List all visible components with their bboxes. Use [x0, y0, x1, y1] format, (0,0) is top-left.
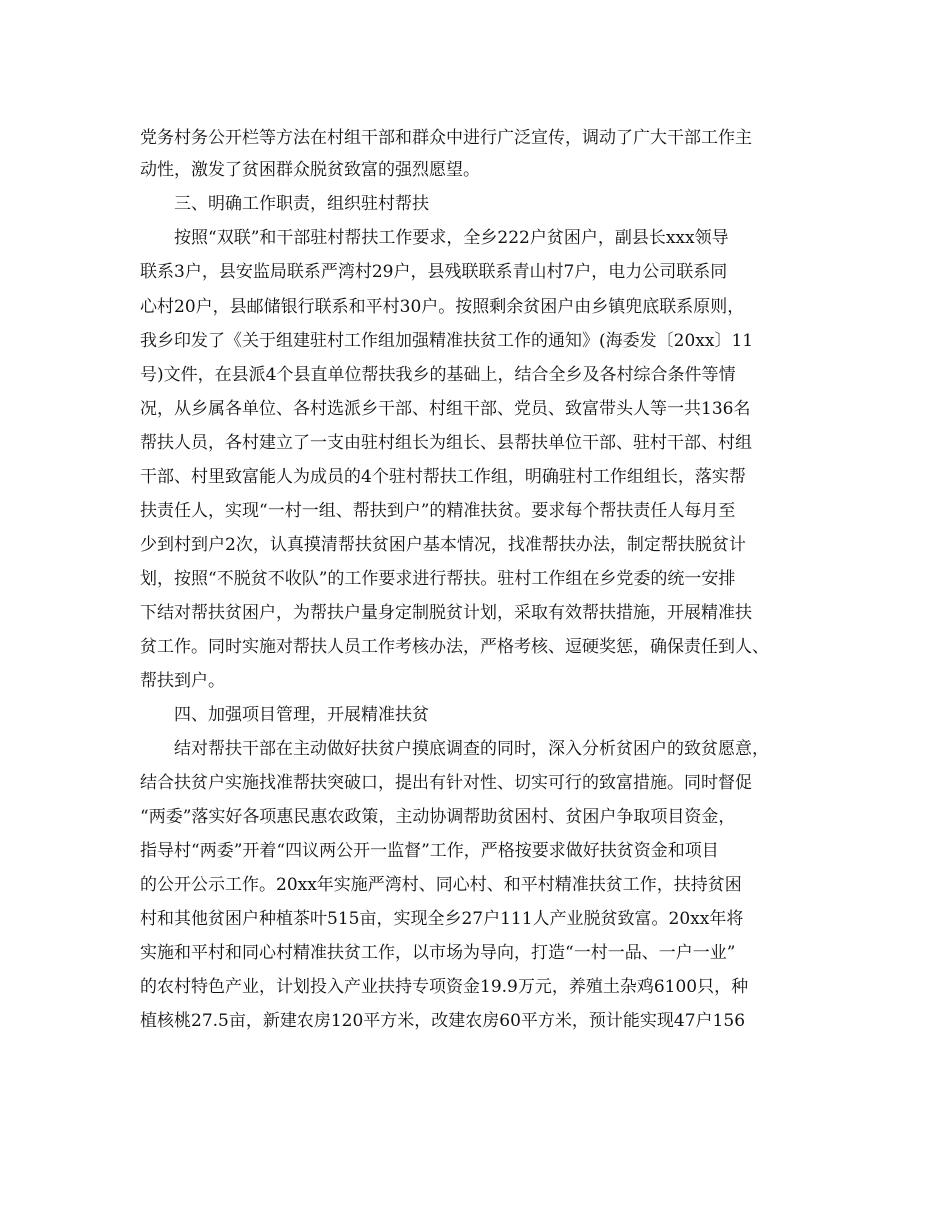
- text-line: 帮扶人员，各村建立了一支由驻村组长为组长、县帮扶单位干部、驻村干部、村组: [140, 433, 752, 453]
- text-line: 扶责任人，实现“一村一组、帮扶到户”的精准扶贫。要求每个帮扶责任人每月至: [140, 501, 736, 521]
- text-line: 划，按照“不脱贫不收队”的工作要求进行帮扶。驻村工作组在乡党委的统一安排: [140, 569, 736, 589]
- text-line: 植核桃27.5亩，新建农房120平方米，改建农房60平方米，预计能实现47户156: [140, 1011, 746, 1031]
- text-line: 党务村务公开栏等方法在村组干部和群众中进行广泛宣传，调动了广大干部工作主: [140, 128, 752, 148]
- text-line: 心村20户，县邮储银行联系和平村30户。按照剩余贫困户由乡镇兜底联系原则，: [140, 297, 745, 317]
- text-line: 干部、村里致富能人为成员的4个驻村帮扶工作组，明确驻村工作组组长，落实帮: [140, 467, 746, 487]
- text-line: “两委”落实好各项惠民惠农政策，主动协调帮助贫困村、贫困户争取项目资金，: [140, 807, 736, 827]
- text-line: 帮扶到户。: [140, 671, 225, 691]
- text-line: 贫工作。同时实施对帮扶人员工作考核办法，严格考核、逗硬奖惩，确保责任到人、: [140, 637, 769, 657]
- text-line: 的公开公示工作。20xx年实施严湾村、同心村、和平村精准扶贫工作，扶持贫困: [140, 875, 742, 895]
- text-line: 号)文件，在县派4个县直单位帮扶我乡的基础上，结合全乡及各村综合条件等情: [140, 365, 736, 385]
- text-line: 我乡印发了《关于组建驻村工作组加强精准扶贫工作的通知》(海委发〔20xx〕11: [140, 331, 754, 351]
- text-line: 动性，激发了贫困群众脱贫致富的强烈愿望。: [140, 160, 480, 180]
- text-line: 的农村特色产业，计划投入产业扶持专项资金19.9万元，养殖土杂鸡6100只，种: [140, 977, 749, 997]
- text-line: 村和其他贫困户种植茶叶515亩，实现全乡27户111人产业脱贫致富。20xx年将: [140, 909, 744, 929]
- text-line: 少到村到户2次，认真摸清帮扶贫困户基本情况，找准帮扶办法，制定帮扶脱贫计: [140, 535, 746, 555]
- text-line: 实施和平村和同心村精准扶贫工作，以市场为导向，打造“一村一品、一户一业”: [140, 943, 736, 963]
- text-line: 结合扶贫户实施找准帮扶突破口，提出有针对性、切实可行的致富措施。同时督促: [140, 773, 752, 793]
- text-line: 下结对帮扶贫困户，为帮扶户量身定制脱贫计划，采取有效帮扶措施，开展精准扶: [140, 603, 752, 623]
- text-line: 按照“双联”和干部驻村帮扶工作要求，全乡222户贫困户，副县长xxx领导: [174, 228, 729, 248]
- section-heading: 三、明确工作职责，组织驻村帮扶: [174, 194, 429, 214]
- text-line: 联系3户，县安监局联系严湾村29户，县残联联系青山村7户，电力公司联系同: [140, 262, 728, 282]
- text-line: 指导村“两委”开着“四议两公开一监督”工作，严格按要求做好扶贫资金和项目: [140, 841, 719, 861]
- text-line: 结对帮扶干部在主动做好扶贫户摸底调查的同时，深入分析贫困户的致贫愿意，: [174, 739, 769, 759]
- text-line: 况，从乡属各单位、各村选派乡干部、村组干部、党员、致富带头人等一共136名: [140, 399, 751, 419]
- section-heading: 四、加强项目管理，开展精准扶贫: [174, 705, 429, 725]
